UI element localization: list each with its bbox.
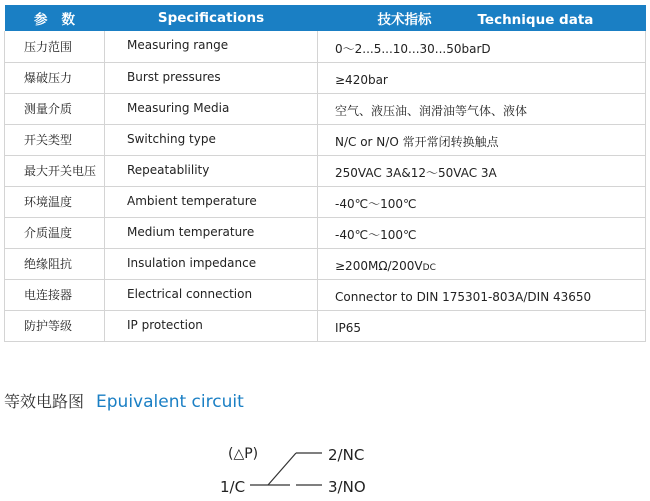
circuit-title (4, 389, 244, 412)
header-param: 参数 (5, 5, 105, 31)
circuit-diagram (0, 430, 650, 501)
row-value: 0～2...5...10...30...50barD (318, 31, 646, 62)
circuit-title-en: Epuivalent circuit (96, 392, 244, 412)
table-header (5, 5, 646, 31)
row-param: 介质温度 (5, 217, 105, 248)
header-spec: Specifications (105, 5, 318, 31)
terminal-nc: 2/NC (328, 446, 365, 464)
row-spec: Medium temperature (105, 217, 318, 248)
table-row (5, 186, 646, 217)
table-row (5, 248, 646, 279)
row-spec: Measuring Media (105, 93, 318, 124)
table-row (5, 310, 646, 341)
row-param: 环境温度 (5, 186, 105, 217)
header-tech-en: Technique data (477, 12, 594, 28)
table-row (5, 93, 646, 124)
row-param: 防护等级 (5, 310, 105, 341)
row-value-suffix: DC (422, 262, 436, 273)
row-spec: Ambient temperature (105, 186, 318, 217)
row-value: -40℃～100℃ (318, 186, 646, 217)
row-value: 空气、液压油、润滑油等气体、液体 (318, 93, 646, 124)
row-value (318, 248, 646, 279)
table-row (5, 217, 646, 248)
spec-table (4, 5, 646, 342)
header-tech-cn: 技术指标 (377, 12, 432, 28)
terminal-no: 3/NO (328, 478, 366, 496)
row-param: 绝缘阻抗 (5, 248, 105, 279)
row-value: 250VAC 3A&12～50VAC 3A (318, 155, 646, 186)
row-spec: Repeatablility (105, 155, 318, 186)
row-spec: Electrical connection (105, 279, 318, 310)
row-value: N/C or N/O 常开常闭转换触点 (318, 124, 646, 155)
table-row (5, 124, 646, 155)
table-row (5, 155, 646, 186)
table-row (5, 31, 646, 62)
row-spec: Insulation impedance (105, 248, 318, 279)
row-value: IP65 (318, 310, 646, 341)
terminal-c: 1/C (220, 478, 246, 496)
table-row (5, 279, 646, 310)
circuit-title-cn: 等效电路图 (4, 392, 85, 411)
row-value: Connector to DIN 175301-803A/DIN 43650 (318, 279, 646, 310)
row-spec: Measuring range (105, 31, 318, 62)
row-param: 测量介质 (5, 93, 105, 124)
row-spec: Switching type (105, 124, 318, 155)
row-spec: Burst pressures (105, 62, 318, 93)
table-row (5, 62, 646, 93)
row-param: 爆破压力 (5, 62, 105, 93)
row-spec: IP protection (105, 310, 318, 341)
row-param: 最大开关电压 (5, 155, 105, 186)
row-value: -40℃～100℃ (318, 217, 646, 248)
row-param: 电连接器 (5, 279, 105, 310)
row-param: 开关类型 (5, 124, 105, 155)
row-value: ≥420bar (318, 62, 646, 93)
row-param: 压力范围 (5, 31, 105, 62)
pressure-label: (△P) (228, 446, 259, 462)
switch-contact (268, 453, 296, 485)
row-value-main: ≥200MΩ/200V (335, 258, 423, 273)
header-tech (318, 5, 646, 31)
